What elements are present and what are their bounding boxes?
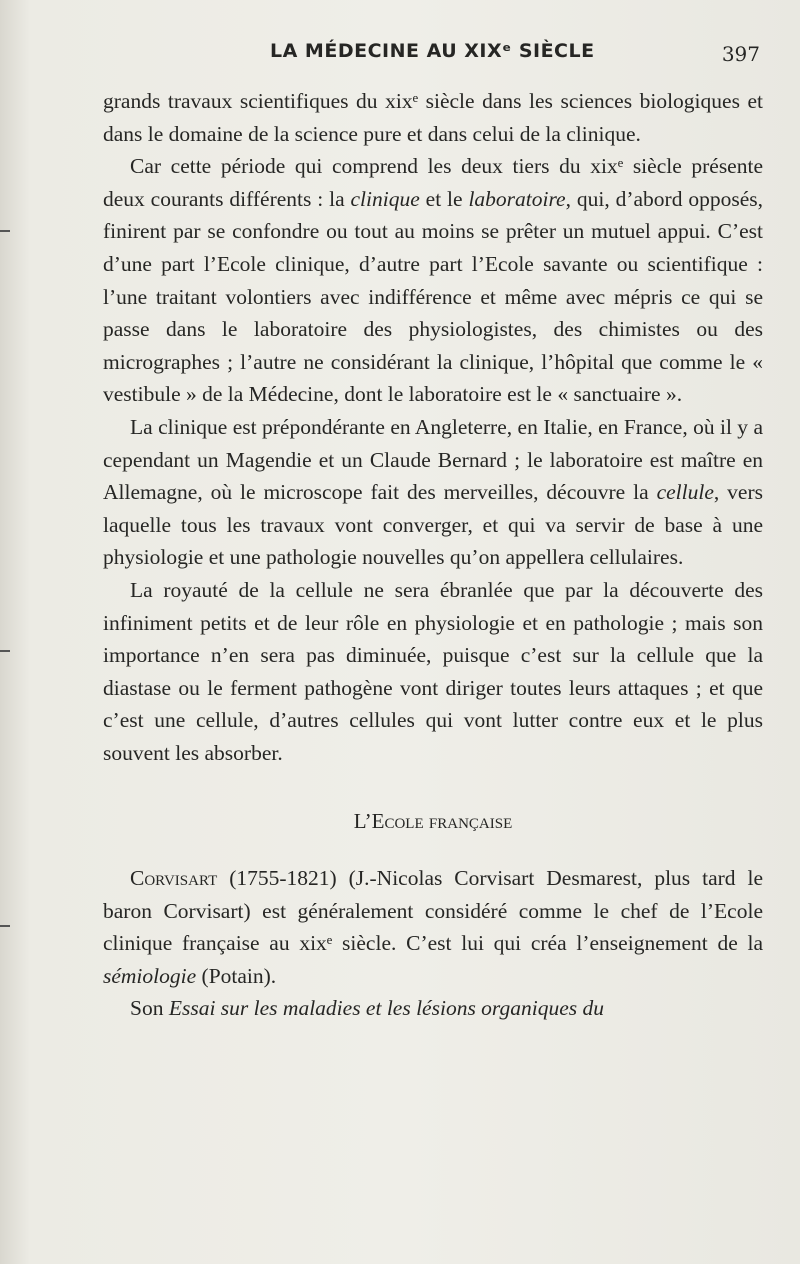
paragraph-text: Son — [130, 996, 169, 1021]
paragraph-text: La royauté de la cellule ne sera ébranlée que par la découverte des infiniment petits et de leur rôle en physiologie et en pathologie ; mais son importance n’en sera pas diminuée, puisque c’est sur la cellule que la diastase ou le ferment pathogène vont diriger toutes leurs attaques ; et que c’est une cellule, d’autres cellules qui vont lutter contre eux et le plus souvent les absorber. — [103, 577, 763, 765]
paragraph-text: La clinique est prépondérante en Angleterre, en Italie, en France, où il y a cependant un Magendie et un Claude Bernard ; le laboratoire est maître en Allemagne, où le microscope fait des merveilles, découvre la — [103, 414, 763, 505]
emphasis: laboratoire — [468, 186, 566, 211]
paragraph — [103, 574, 763, 770]
paragraph-text: (1755-1821) (J.-Nicolas Corvisart Desmarest, plus tard le baron Corvisart) est généralement considéré comme le chef de l’Ecole clinique française au xixᵉ siècle. C’est lui qui créa l’enseignement de la — [103, 866, 763, 956]
running-head: LA MÉDECINE AU XIXᵉ SIÈCLE — [270, 40, 595, 62]
page-header — [270, 40, 760, 74]
paragraph-text: grands travaux scientifiques du xixᵉ siècle dans les sciences biologiques et dans le domaine de la science pure et dans celui de la clinique. — [103, 89, 763, 146]
page-number: 397 — [721, 42, 760, 66]
paragraph-text: , qui, d’abord opposés, finirent par se confondre ou tout au moins se prêter un mutuel appui. C’est d’une part l’Ecole clinique, d’autre part l’Ecole savante ou scientifique : l’une traitant volontiers avec indifférence et même avec mépris ce qui se passe dans le laboratoire des physiologistes, des chimistes ou des micrographes ; l’autre ne considérant la clinique, l’hôpital que comme le « vestibule » de la Médecine, dont le laboratoire est le « sanctuaire ». — [103, 186, 763, 407]
paragraph — [103, 85, 763, 150]
person-name: Corvisart — [130, 866, 218, 891]
emphasis: sémiologie — [103, 963, 197, 988]
paragraph — [103, 150, 763, 411]
paragraph — [103, 411, 763, 574]
emphasis: clinique — [350, 186, 420, 211]
body-text — [103, 85, 763, 1025]
paragraph-text: , vers laquelle tous les travaux vont converger, et qui va servir de base à une physiologie et une pathologie nouvelles qu’on appellera cellulaires. — [103, 480, 763, 570]
emphasis: cellule — [656, 480, 714, 505]
section-heading: L’Ecole française — [353, 809, 513, 834]
emphasis: Essai sur les maladies et les lésions organiques du — [168, 996, 605, 1021]
margin-mark — [0, 230, 10, 232]
paragraph — [103, 992, 763, 1025]
margin-mark — [0, 650, 10, 652]
paragraph-text: (Potain). — [196, 963, 277, 988]
margin-mark — [0, 925, 10, 927]
paragraph — [103, 862, 763, 992]
paragraph-text: et le — [419, 186, 469, 211]
paragraph-text: Car cette période qui comprend les deux tiers du xixᵉ siècle présente deux courants différents : la — [103, 154, 763, 211]
